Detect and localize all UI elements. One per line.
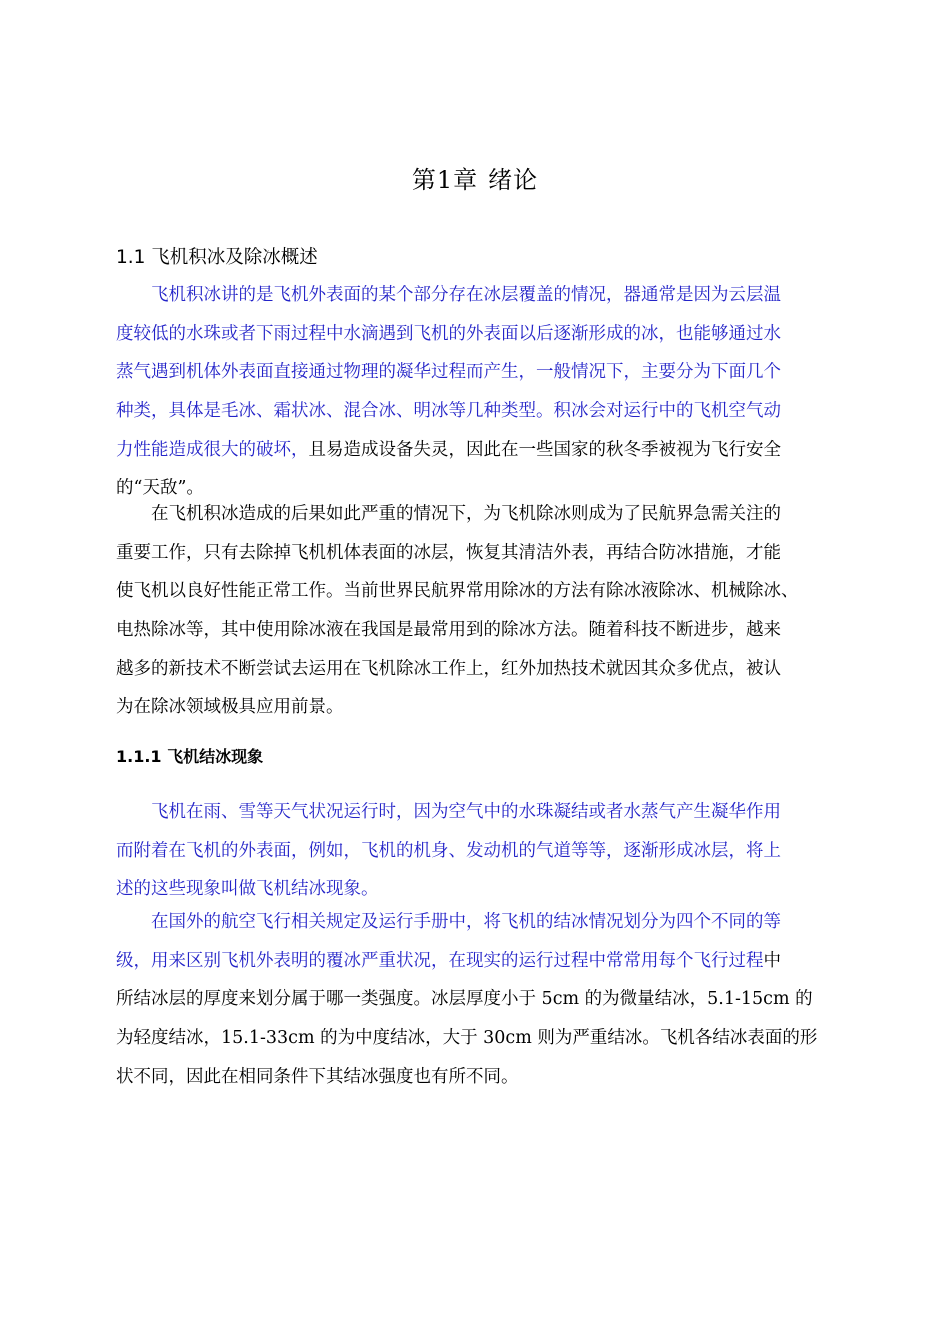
text-line-mixed — [116, 431, 864, 470]
section-heading: 1.1 飞机积冰及除冰概述 — [116, 247, 318, 268]
text-line: 述的这些现象叫做飞机结冰现象。 — [116, 879, 379, 900]
text-line: 越多的新技术不断尝试去运用在飞机除冰工作上，红外加热技术就因其众多优点，被认 — [116, 658, 781, 679]
text-line: 蒸气遇到机体外表面直接通过物理的凝华过程而产生，一般情况下，主要分为下面几个 — [116, 362, 781, 383]
text-segment-highlight: 级，用来区别飞机外表明的覆冰严重状况，在现实的运行过程中常常用每个飞行过程 — [116, 950, 764, 971]
chapter-title — [0, 163, 950, 197]
paragraph-deicing-methods — [116, 495, 864, 727]
subsection-heading: 1.1.1 飞机结冰现象 — [116, 747, 264, 766]
text-segment: 且易造成设备失灵，因此在一些国家的秋冬季被视为飞行安全 — [308, 439, 781, 460]
paragraph-icing-levels — [116, 903, 864, 1096]
text-line: 重要工作，只有去除掉飞机机体表面的冰层，恢复其清洁外表，再结合防冰措施，才能 — [116, 542, 781, 563]
text-segment: 中 — [763, 950, 781, 971]
text-line: 在国外的航空飞行相关规定及运行手册中，将飞机的结冰情况划分为四个不同的等 — [151, 912, 781, 932]
paragraph-icing-overview — [116, 276, 864, 508]
text-line: 为在除冰领域极具应用前景。 — [116, 697, 344, 718]
paragraph-icing-phenomenon — [116, 793, 864, 909]
chapter-label: 第1章 — [411, 166, 479, 194]
text-line: 而附着在飞机的外表面，例如，飞机的机身、发动机的气道等等，逐渐形成冰层，将上 — [116, 840, 781, 861]
text-line: 为轻度结冰，15.1-33cm 的为中度结冰，大于 30cm 则为严重结冰。飞机各结冰表面的形 — [116, 1028, 818, 1049]
text-line: 使飞机以良好性能正常工作。当前世界民航界常用除冰的方法有除冰液除冰、机械除冰、 — [116, 581, 799, 602]
text-line: 状不同，因此在相同条件下其结冰强度也有所不同。 — [116, 1066, 519, 1087]
chapter-name: 绪论 — [488, 166, 539, 194]
text-segment-highlight: 力性能造成很大的破坏， — [116, 439, 309, 460]
text-line: 的“天敌”。 — [116, 478, 204, 499]
text-line: 电热除冰等，其中使用除冰液在我国是最常用到的除冰方法。随着科技不断进步，越来 — [116, 620, 781, 641]
text-line: 所结冰层的厚度来划分属于哪一类强度。冰层厚度小于 5cm 的为微量结冰，5.1-15cm 的 — [116, 989, 813, 1010]
text-line-mixed — [116, 942, 864, 981]
text-line: 飞机在雨、雪等天气状况运行时，因为空气中的水珠凝结或者水蒸气产生凝华作用 — [151, 802, 781, 822]
text-line: 飞机积冰讲的是飞机外表面的某个部分存在冰层覆盖的情况，器通常是因为云层温 — [151, 285, 781, 305]
text-line: 度较低的水珠或者下雨过程中水滴遇到飞机的外表面以后逐渐形成的冰，也能够通过水 — [116, 323, 781, 344]
text-line: 种类，具体是毛冰、霜状冰、混合冰、明冰等几种类型。积冰会对运行中的飞机空气动 — [116, 401, 781, 422]
text-line: 在飞机积冰造成的后果如此严重的情况下，为飞机除冰则成为了民航界急需关注的 — [151, 504, 781, 524]
